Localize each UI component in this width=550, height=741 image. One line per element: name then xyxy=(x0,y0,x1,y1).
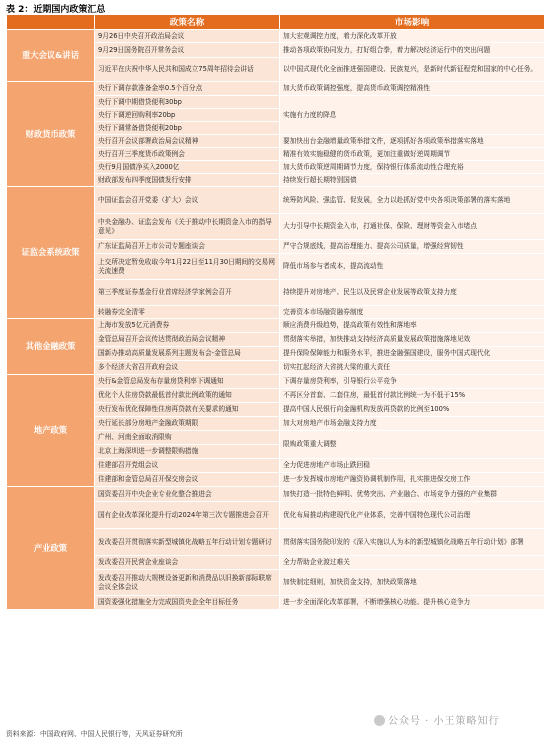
category-cell: 财政货币政策 xyxy=(7,82,95,187)
policy-cell: 发改委召开推动大规模设备更新和消费品以旧换新部际联席会议全体会议 xyxy=(95,570,280,596)
policy-cell: 国资委召开中央企业专业化整合推进会 xyxy=(95,487,280,502)
impact-cell: 顺应消费升级趋势，提高政策有效性和落地率 xyxy=(280,319,545,333)
table-row xyxy=(7,187,545,214)
policy-cell: 广州、河南全面取消限购 xyxy=(95,431,280,445)
impact-cell: 全力帮助企业渡过难关 xyxy=(280,556,545,570)
table-row xyxy=(7,375,545,389)
policy-table-body xyxy=(7,30,545,610)
category-cell: 重大会议&讲话 xyxy=(7,30,95,82)
impact-cell: 完善资本市场融资融券制度 xyxy=(280,306,545,319)
policy-cell: 中国证监会召开党委（扩大）会议 xyxy=(95,187,280,214)
impact-cell: 进一步全面深化改革部署，不断增强核心功能、提升核心竞争力 xyxy=(280,596,545,610)
policy-cell: 财政部发布四季度国债发行安排 xyxy=(95,174,280,187)
table-row xyxy=(7,319,545,333)
impact-cell: 不再区分首套、二套住房，最低首付款比例统一为不低于15% xyxy=(280,389,545,403)
policy-cell: 发改委召开贯彻落实新型城镇化战略五年行动计划专题研讨 xyxy=(95,529,280,556)
table-row xyxy=(7,30,545,43)
watermark-text: 公众号 · 小王策略知行 xyxy=(388,716,500,727)
policy-cell: 央行延长部分房地产金融政策期限 xyxy=(95,417,280,431)
header-row xyxy=(7,15,545,30)
policy-cell: 央行召开三季度货币政策例会 xyxy=(95,148,280,161)
header-impact: 市场影响 xyxy=(280,15,545,30)
impact-cell: 严守合规底线，提高治理能力、提高公司质量，增强经营韧性 xyxy=(280,240,545,254)
policy-cell: 央行发布优化保障性住房再贷款有关要求的通知 xyxy=(95,403,280,417)
policy-cell: 国新办推动高质量发展系列主题发布会-金管总局 xyxy=(95,347,280,361)
impact-cell: 优化布局推动构建现代化产业体系，完善中国特色现代公司治理 xyxy=(280,502,545,529)
table-row xyxy=(7,82,545,96)
category-cell: 其他金融政策 xyxy=(7,319,95,375)
impact-cell: 统筹防风险、强监管、促发展，全力以赴抓好党中央各项决策部署的落实落地 xyxy=(280,187,545,214)
policy-cell: 上海市发放5亿元消费券 xyxy=(95,319,280,333)
impact-cell: 精准有效实施稳健的货币政策，更加注重做好逆周期调节 xyxy=(280,148,545,161)
watermark xyxy=(374,712,500,727)
impact-cell: 全力促进房地产市场止跌回稳 xyxy=(280,459,545,473)
impact-cell: 贯彻落实国务院印发的《深入实施以人为本的新型城镇化战略五年行动计划》部署 xyxy=(280,529,545,556)
impact-cell: 加快打造一批特色鲜明、优势突出、产业融合、市场竞争力强的产业集群 xyxy=(280,487,545,502)
impact-cell: 贯彻落实举措，加快推动支持经济高质量发展政策措施落地见效 xyxy=(280,333,545,347)
header-blank xyxy=(7,15,95,30)
impact-cell: 下调存量房贷利率，引导银行公平竞争 xyxy=(280,375,545,389)
impact-cell: 以中国式现代化全面推进强国建设、民族复兴，是新时代新征程党和国家的中心任务。 xyxy=(280,58,545,82)
category-cell: 产业政策 xyxy=(7,487,95,610)
impact-cell: 加大对房地产市场金融支持力度 xyxy=(280,417,545,431)
policy-cell: 发改委召开民营企业座谈会 xyxy=(95,556,280,570)
category-cell: 地产政策 xyxy=(7,375,95,487)
impact-cell: 提高中国人民银行向金融机构发放再贷款的比例至100% xyxy=(280,403,545,417)
policy-cell: 9月29日国务院召开常务会议 xyxy=(95,43,280,58)
policy-cell: 央行9月国债净买入2000亿 xyxy=(95,161,280,174)
policy-cell: 央行&金管总局发布存量房贷利率下调通知 xyxy=(95,375,280,389)
policy-cell: 住建部召开党组会议 xyxy=(95,459,280,473)
wechat-icon xyxy=(374,715,385,726)
policy-cell: 住建部和金管总局召开保交房会议 xyxy=(95,473,280,487)
impact-cell: 提升保险保障能力和服务水平，推进金融强国建设，服务中国式现代化 xyxy=(280,347,545,361)
policy-cell: 9月26日中央召开政治局会议 xyxy=(95,30,280,43)
policy-cell: 转融券完全清零 xyxy=(95,306,280,319)
impact-cell: 限购政策重大调整 xyxy=(280,431,545,459)
policy-cell: 国有企业改革深化提升行动2024年第三次专题推进会召开 xyxy=(95,502,280,529)
impact-cell: 加大货币政策调控强度，提高货币政策调控精准性 xyxy=(280,82,545,96)
impact-cell: 持续提升对房地产、民生以及民营企业发展等政策支持力度 xyxy=(280,280,545,306)
impact-cell: 实施有力度的降息 xyxy=(280,96,545,135)
policy-cell: 央行下调常备借贷便利20bp xyxy=(95,122,280,135)
impact-cell: 切实扛起经济大省挑大梁的重大责任 xyxy=(280,361,545,375)
category-cell: 证监会系统政策 xyxy=(7,187,95,319)
policy-cell: 金管总局召开会议传达贯彻政治局会议精神 xyxy=(95,333,280,347)
policy-table xyxy=(6,14,545,610)
table-title: 表 2：近期国内政策汇总 xyxy=(6,5,106,15)
policy-cell: 央行召开会议部署政治局会议精神 xyxy=(95,135,280,148)
impact-cell: 大力引导中长期资金入市，打通社保、保险、理财等资金入市堵点 xyxy=(280,214,545,240)
impact-cell: 降低市场参与者成本，提高流动性 xyxy=(280,254,545,280)
policy-cell: 中央金融办、证监会发布《关于推动中长期资金入市的指导意见》 xyxy=(95,214,280,240)
impact-cell: 加大宏观调控力度，着力深化改革开放 xyxy=(280,30,545,43)
policy-cell: 广东证监局召开上市公司专题座谈会 xyxy=(95,240,280,254)
policy-cell: 北京上海深圳进一步调整限购措施 xyxy=(95,445,280,459)
policy-cell: 第三季度证券基金行业首席经济学家例会召开 xyxy=(95,280,280,306)
impact-cell: 要加快出台金融增量政策举措文件，逐项抓好各项政策举措落实落地 xyxy=(280,135,545,148)
policy-cell: 央行下调逆回购利率20bp xyxy=(95,109,280,122)
impact-cell: 持续发行超长期特别国债 xyxy=(280,174,545,187)
source-note: 资料来源：中国政府网、中国人民银行等，天风证券研究所 xyxy=(6,730,183,738)
policy-cell: 上交所决定暂免收取今年1月22日至11月30日期间的交易网关流速费 xyxy=(95,254,280,280)
impact-cell: 加大货币政策逆周期调节力度，保持银行体系流动性合理充裕 xyxy=(280,161,545,174)
policy-cell: 央行下调中期借贷便利30bp xyxy=(95,96,280,109)
impact-cell: 加快制定细则，加快资金支持，加快政策落地 xyxy=(280,570,545,596)
table-row xyxy=(7,487,545,502)
impact-cell: 推动各项政策协同发力，打好组合拳，着力解决经济运行中的突出问题 xyxy=(280,43,545,58)
policy-cell: 国资委强化措施全力完成国资央企全年目标任务 xyxy=(95,596,280,610)
policy-cell: 习近平在庆祝中华人民共和国成立75周年招待会讲话 xyxy=(95,58,280,82)
policy-cell: 多个经济大省召开政府会议 xyxy=(95,361,280,375)
impact-cell: 进一步发挥城市房地产融资协调机制作用，扎实推进保交房工作 xyxy=(280,473,545,487)
policy-cell: 央行下调存款准备金率0.5个百分点 xyxy=(95,82,280,96)
header-policy: 政策名称 xyxy=(95,15,280,30)
policy-cell: 优化个人住房贷款最低首付款比例政策的通知 xyxy=(95,389,280,403)
